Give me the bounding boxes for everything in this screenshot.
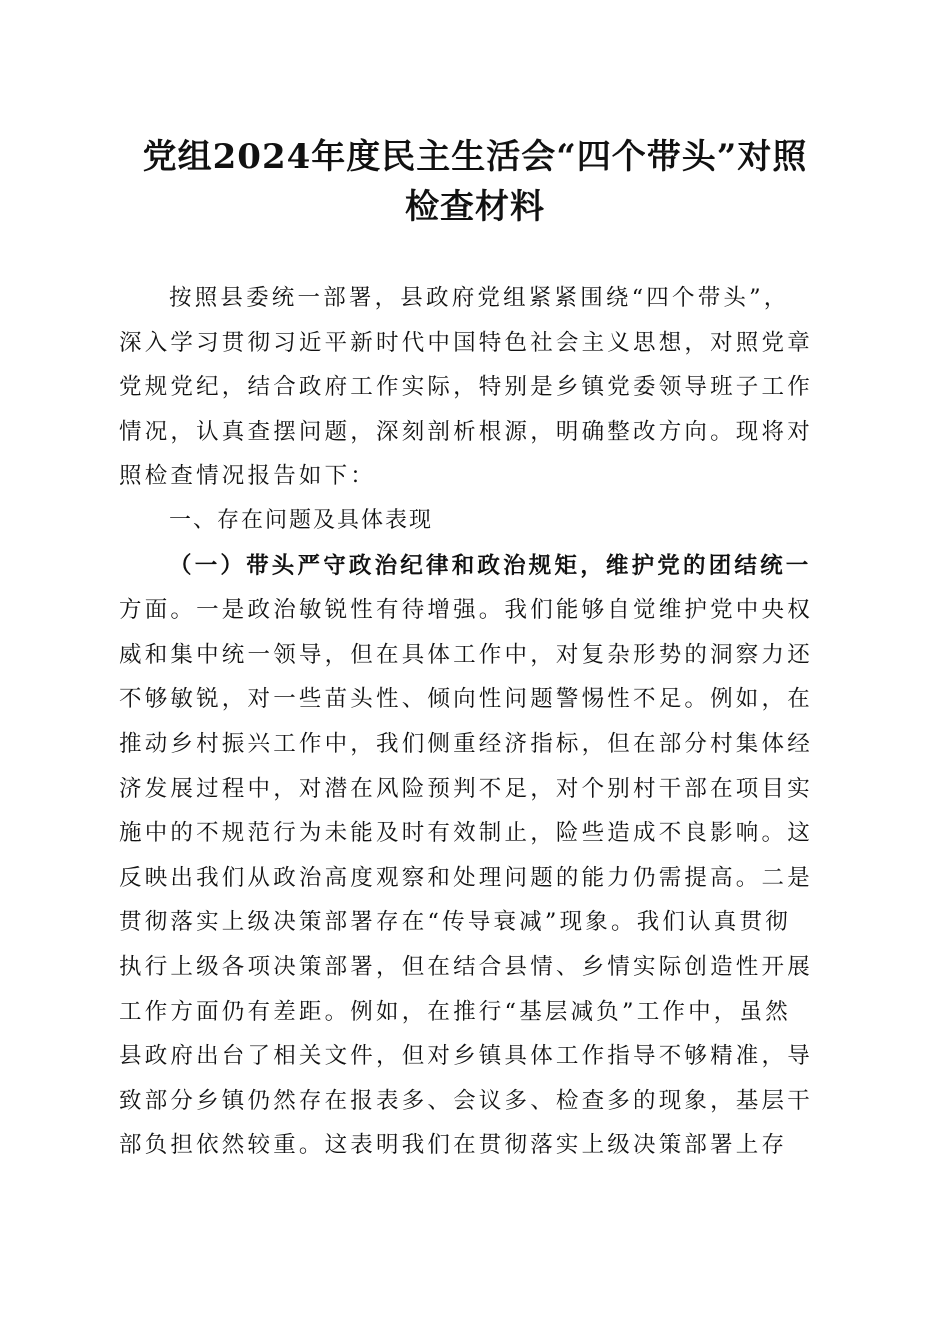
paragraph-line: 济发展过程中，对潜在风险预判不足，对个别村干部在项目实 — [119, 775, 813, 802]
subsection-heading: （一）带头严守政治纪律和政治规矩，维护党的团结统一 — [169, 552, 812, 579]
title-line-1: 党组2024年度民主生活会“四个带头”对照 — [142, 137, 808, 177]
paragraph-line: 推动乡村振兴工作中，我们侧重经济指标，但在部分村集体经 — [119, 730, 813, 757]
title-line-2: 检查材料 — [405, 187, 545, 227]
paragraph-line: 不够敏锐，对一些苗头性、倾向性问题警惕性不足。例如，在 — [119, 686, 813, 713]
paragraph-line: 施中的不规范行为未能及时有效制止，险些造成不良影响。这 — [119, 820, 813, 847]
document-title — [110, 132, 840, 232]
paragraph-line: 方面。一是政治敏锐性有待增强。我们能够自觉维护党中央权 — [119, 597, 813, 624]
paragraph-line: 威和集中统一领导，但在具体工作中，对复杂形势的洞察力还 — [119, 641, 813, 668]
paragraph-line: 贯彻落实上级决策部署存在“传导衰减”现象。我们认真贯彻 — [119, 909, 791, 936]
paragraph-line: 执行上级各项决策部署，但在结合县情、乡情实际创造性开展 — [119, 953, 813, 980]
paragraph-line: 县政府出台了相关文件，但对乡镇具体工作指导不够精准，导 — [119, 1043, 813, 1070]
intro-line: 情况，认真查摆问题，深刻剖析根源，明确整改方向。现将对 — [119, 418, 813, 445]
paragraph-line: 致部分乡镇仍然存在报表多、会议多、检查多的现象，基层干 — [119, 1087, 813, 1114]
paragraph-line: 部负担依然较重。这表明我们在贯彻落实上级决策部署上存 — [119, 1132, 788, 1159]
intro-line: 深入学习贯彻习近平新时代中国特色社会主义思想，对照党章 — [119, 329, 813, 356]
intro-line: 照检查情况报告如下： — [119, 463, 377, 490]
document-body — [119, 276, 831, 1168]
intro-line: 按照县委统一部署，县政府党组紧紧围绕“四个带头”， — [169, 285, 790, 311]
section-heading: 一、存在问题及具体表现 — [169, 507, 434, 533]
paragraph-line: 工作方面仍有差距。例如，在推行“基层减负”工作中，虽然 — [119, 998, 791, 1025]
intro-line: 党规党纪，结合政府工作实际，特别是乡镇党委领导班子工作 — [119, 374, 813, 401]
paragraph-line: 反映出我们从政治高度观察和处理问题的能力仍需提高。二是 — [119, 864, 813, 891]
